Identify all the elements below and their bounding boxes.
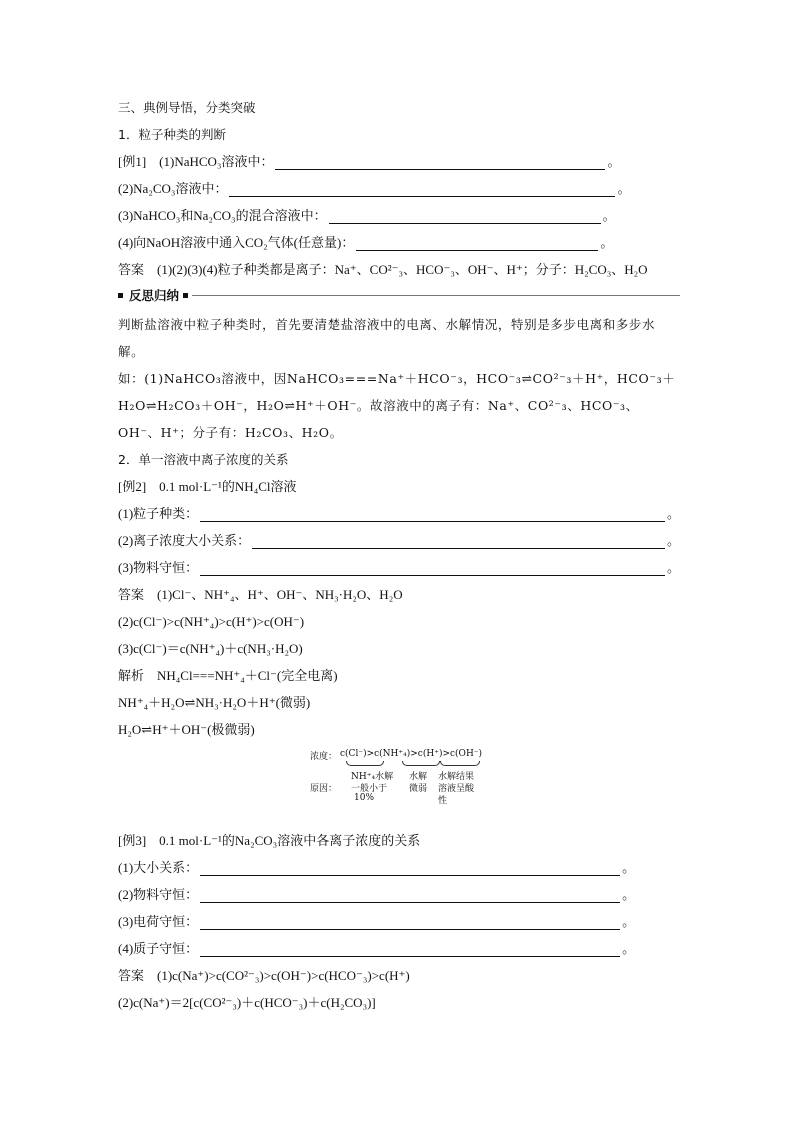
example1-question4: (4)向NaOH溶液中通入CO₂气体(任意量)： 。: [118, 229, 680, 256]
subsection-title-1: 1．粒子种类的判断: [118, 127, 226, 142]
example1-question2: (2)Na₂CO₃溶液中： 。: [118, 175, 680, 202]
brace: [440, 761, 480, 766]
answer-blank[interactable]: [275, 154, 605, 170]
example3-head: [例3] 0.1 mol·L⁻¹的Na₂CO₃溶液中各离子浓度的关系: [118, 833, 421, 848]
diagram-reason-1a: NH⁺₄水解: [351, 772, 394, 782]
question-label: (2)离子浓度大小关系：: [118, 533, 251, 548]
diagram-reason-3b: 溶液呈酸: [438, 784, 475, 794]
diagram-concentration-label: 浓度：: [310, 752, 338, 762]
example3-answer-2: (2)c(Na⁺)＝2[c(CO²⁻₃)＋c(HCO⁻₃)＋c(H₂CO₃)]: [118, 995, 376, 1010]
answer-blank[interactable]: [200, 941, 620, 957]
answer-blank[interactable]: [200, 887, 620, 903]
answer-blank[interactable]: [200, 860, 620, 876]
section-title: 三、典例导悟，分类突破: [118, 100, 256, 115]
square-bullet-icon: [118, 293, 123, 298]
diagram-reason-1b: 一般小于: [351, 784, 388, 794]
square-bullet-icon: [183, 293, 188, 298]
question-label: (4)质子守恒：: [118, 941, 199, 956]
answer-blank[interactable]: [329, 208, 601, 224]
example3-question3: (3)电荷守恒： 。: [118, 908, 680, 935]
diagram-reason-1c: 10%: [354, 793, 375, 803]
example2-head: [例2] 0.1 mol·L⁻¹的NH₄Cl溶液: [118, 479, 297, 494]
example2-question1: (1)粒子种类： 。: [118, 500, 680, 527]
example2-answer-2: (2)c(Cl⁻)>c(NH⁺₄)>c(H⁺)>c(OH⁻): [118, 614, 305, 629]
answer-blank[interactable]: [200, 506, 665, 522]
answer-blank[interactable]: [200, 914, 620, 930]
reflect-title: 反思归纳: [129, 288, 180, 303]
question-label: (3)电荷守恒：: [118, 914, 199, 929]
question-label: (3)NaHCO₃和Na₂CO₃的混合溶液中：: [118, 208, 327, 223]
reflect-header: [118, 283, 680, 307]
answer-blank[interactable]: [229, 181, 615, 197]
diagram-reason-3c: 性: [438, 796, 448, 806]
example2-answer-3: (3)c(Cl⁻)＝c(NH⁺₄)＋c(NH₃·H₂O): [118, 641, 303, 656]
answer-blank[interactable]: [356, 235, 598, 251]
document-page: [118, 94, 680, 1016]
example2-analysis-3: H₂O⇌H⁺＋OH⁻(极微弱): [118, 722, 255, 737]
answer-blank[interactable]: [200, 560, 665, 576]
question-label: [例1] (1)NaHCO₃溶液中：: [118, 154, 274, 169]
example2-answer-1: 答案 (1)Cl⁻、NH⁺₄、H⁺、OH⁻、NH₃·H₂O、H₂O: [118, 587, 403, 602]
diagram-reason-2a: 水解: [409, 772, 428, 782]
example1-question3: (3)NaHCO₃和Na₂CO₃的混合溶液中： 。: [118, 202, 680, 229]
diagram-concentration-expr: c(Cl⁻)>c(NH⁺₄)>c(H⁺)>c(OH⁻): [340, 749, 483, 759]
example3-answer-1: 答案 (1)c(Na⁺)>c(CO²⁻₃)>c(OH⁻)>c(HCO⁻₃)>c(H⁺): [118, 968, 410, 983]
question-label: (1)粒子种类：: [118, 506, 199, 521]
example3-question2: (2)物料守恒： 。: [118, 881, 680, 908]
example2-question3: (3)物料守恒： 。: [118, 554, 680, 581]
reflect-paragraph-2: 如：(1)NaHCO₃溶液中，因NaHCO₃===Na⁺＋HCO⁻₃，HCO⁻₃⇌CO²⁻₃＋H⁺，HCO⁻₃＋H₂O⇌H₂CO₃＋OH⁻，H₂O⇌H⁺＋OH⁻。故溶液中的离子有：Na⁺、CO²⁻₃、HCO⁻₃、OH⁻、H⁺；分子有：H₂CO₃、H₂O。: [118, 371, 676, 440]
brace: [346, 761, 384, 766]
example1-answer: 答案 (1)(2)(3)(4)粒子种类都是离子：Na⁺、CO²⁻₃、HCO⁻₃、OH⁻、H⁺；分子：H₂CO₃、H₂O: [118, 262, 648, 277]
question-label: (2)Na₂CO₃溶液中：: [118, 181, 228, 196]
question-label: (1)大小关系：: [118, 860, 199, 875]
answer-blank[interactable]: [252, 533, 665, 549]
diagram-reason-2b: 微弱: [409, 784, 428, 794]
example3-question4: (4)质子守恒： 。: [118, 935, 680, 962]
brace: [402, 761, 440, 766]
example2-analysis-1: 解析 NH₄Cl===NH⁺₄＋Cl⁻(完全电离): [118, 668, 338, 683]
example2-question2: (2)离子浓度大小关系： 。: [118, 527, 680, 554]
diagram-reason-3a: 水解结果: [438, 772, 475, 782]
question-label: (4)向NaOH溶液中通入CO₂气体(任意量)：: [118, 235, 355, 250]
divider: [192, 295, 680, 296]
question-label: (2)物料守恒：: [118, 887, 199, 902]
question-label: (3)物料守恒：: [118, 560, 199, 575]
example3-question1: (1)大小关系： 。: [118, 854, 680, 881]
concentration-diagram: [118, 749, 680, 819]
subsection-title-2: 2．单一溶液中离子浓度的关系: [118, 452, 289, 467]
example1-question1: [例1] (1)NaHCO₃溶液中： 。: [118, 148, 680, 175]
diagram-reason-label: 原因：: [310, 784, 338, 794]
example2-analysis-2: NH⁺₄＋H₂O⇌NH₃·H₂O＋H⁺(微弱): [118, 695, 311, 710]
reflect-paragraph-1: 判断盐溶液中粒子种类时，首先要清楚盐溶液中的电离、水解情况，特别是多步电离和多步水解。: [118, 317, 656, 359]
